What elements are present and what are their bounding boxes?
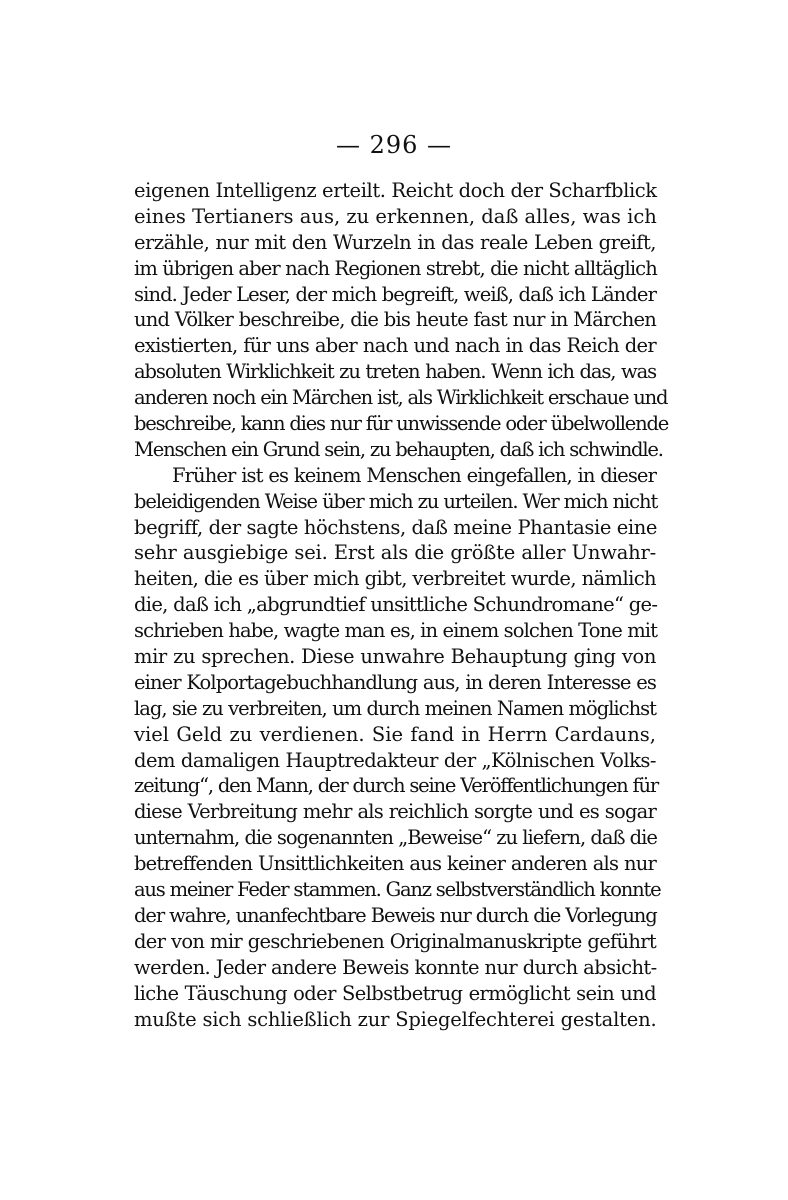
text-line: werden. Jeder andere Beweis konnte nur durch absicht-: [134, 955, 657, 979]
text-line: absoluten Wirklichkeit zu treten haben. Wenn ich das, was: [134, 360, 656, 384]
paragraph-end-line: Menschen ein Grund sein, zu behaupten, daß ich schwindle.: [134, 437, 663, 461]
text-line: im übrigen aber nach Regionen strebt, die nicht alltäglich: [134, 256, 657, 280]
text-line: einer Kolportagebuchhandlung aus, in deren Interesse es: [134, 670, 656, 694]
text-line: beleidigenden Weise über mich zu urteilen. Wer mich nicht: [134, 489, 658, 513]
text-line: aus meiner Feder stammen. Ganz selbstverständlich konnte: [134, 878, 661, 902]
text-line: heiten, die es über mich gibt, verbreitet wurde, nämlich: [134, 567, 656, 591]
text-line: existierten, für uns aber nach und nach in das Reich der: [134, 334, 656, 358]
text-line: der von mir geschriebenen Originalmanuskripte geführt: [134, 929, 656, 953]
text-line: zeitung“, den Mann, der durch seine Veröffentlichungen für: [134, 774, 659, 798]
text-line: sind. Jeder Leser, der mich begreift, weiß, daß ich Länder: [134, 282, 656, 306]
text-line: schrieben habe, wagte man es, in einem solchen Tone mit: [134, 619, 658, 643]
text-line: eigenen Intelligenz erteilt. Reicht doch der Scharfblick: [134, 179, 657, 202]
text-line: diese Verbreitung mehr als reichlich sorgte und es sogar: [134, 800, 656, 824]
text-line: mir zu sprechen. Diese unwahre Behauptung ging von: [134, 645, 656, 669]
text-line: dem damaligen Hauptredakteur der „Kölnischen Volks-: [134, 748, 656, 772]
paragraph-start-line: Früher ist es keinem Menschen eingefallen, in dieser: [172, 463, 656, 487]
text-line: betreffenden Unsittlichkeiten aus keiner anderen als nur: [134, 852, 656, 876]
body-text: [134, 178, 669, 1032]
text-line: beschreibe, kann dies nur für unwissende oder übelwollende: [134, 412, 669, 436]
text-line: erzähle, nur mit den Wurzeln in das reale Leben greift,: [134, 230, 656, 254]
paragraph-end-line: mußte sich schließlich zur Spiegelfechterei gestalten.: [134, 1007, 657, 1031]
text-line: lag, sie zu verbreiten, um durch meinen Namen möglichst: [134, 696, 656, 720]
text-line: unternahm, die sogenannten „Beweise“ zu liefern, daß die: [134, 826, 657, 850]
text-line: die, daß ich „abgrundtief unsittliche Schundromane“ ge-: [134, 593, 658, 617]
page-number: — 296 —: [335, 131, 453, 159]
text-line: viel Geld zu verdienen. Sie fand in Herrn Cardauns,: [134, 722, 656, 746]
text-line: begriff, der sagte höchstens, daß meine Phantasie eine: [134, 515, 658, 539]
text-line: anderen noch ein Märchen ist, als Wirklichkeit erschaue und: [134, 386, 668, 410]
text-line: der wahre, unanfechtbare Beweis nur durch die Vorlegung: [134, 903, 657, 927]
text-line: eines Tertianers aus, zu erkennen, daß alles, was ich: [134, 204, 657, 228]
text-line: liche Täuschung oder Selbstbetrug ermöglicht sein und: [134, 981, 656, 1005]
text-line: sehr ausgiebige sei. Erst als die größte aller Unwahr-: [134, 541, 656, 565]
text-line: und Völker beschreibe, die bis heute fast nur in Märchen: [134, 308, 656, 332]
